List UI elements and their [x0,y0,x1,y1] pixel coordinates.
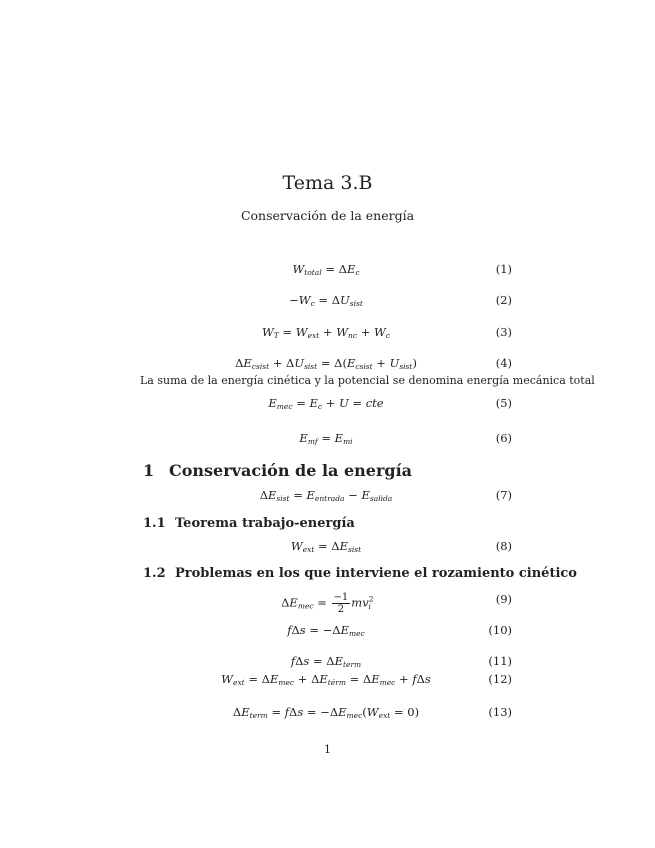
equation-10 [140,623,512,639]
equation-11 [140,654,512,670]
equation-10-number: (10) [488,623,512,637]
equation-13 [140,705,512,721]
equation-12 [140,672,512,688]
equation-8-number: (8) [495,539,512,553]
equation-13-number: (13) [488,705,512,719]
section-heading-1-1 [143,516,355,531]
equation-6-number: (6) [495,431,512,445]
equation-1-number: (1) [495,262,512,276]
equation-1-math: $W_{total} = \Delta E_c$ [292,262,360,277]
equation-8-math: $W_{ext} = \Delta E_{sist}$ [290,539,362,554]
section-1-2-title: Problemas en los que interviene el rozamiento cinético [175,566,577,581]
section-1-title: Conservación de la energía [169,461,413,480]
section-heading-1-2 [143,566,577,581]
equation-7-number: (7) [495,488,512,502]
page-number: 1 [324,743,331,756]
section-1-number: 1 [143,461,155,480]
document-title: Tema 3.B [282,172,373,194]
equation-5-math: $E_{mec} = E_c + U$ = cte [268,396,384,411]
equation-2-math: $-W_c = \Delta U_{sist}$ [289,293,363,308]
section-1-1-number: 1.1 [143,516,166,531]
equation-2 [140,293,512,309]
equation-1 [140,262,512,278]
equation-4-math: $\Delta E_{csist} + \Delta U_{sist} = \Delta(E_{csist} + U_{sist})$ [235,356,417,371]
equation-9 [140,592,512,615]
document-subtitle: Conservación de la energía [240,208,415,223]
paragraph-energia-mecanica: La suma de la energía cinética y la potencial se denomina energía mecánica total [140,374,595,387]
equation-8 [140,539,512,555]
equation-12-math: $W_{ext} = \Delta E_{mec} + \Delta E_{térm} = \Delta E_{mec} + f\Delta s$ [221,672,431,687]
equation-9-number: (9) [495,592,512,606]
equation-12-number: (12) [488,672,512,686]
equation-7 [140,488,512,504]
equation-2-number: (2) [495,293,512,307]
equation-5-number: (5) [495,396,512,410]
equation-13-math: $\Delta E_{term} = f\Delta s = -\Delta E_{mec}(W_{ext} = 0)$ [232,705,420,720]
equation-6 [140,431,512,447]
equation-9-math: $\Delta E_{mec}$ = $\frac{-1}{2}$ $mv^2_i$ [281,592,374,615]
equation-5 [140,396,512,412]
equation-11-number: (11) [488,654,512,668]
section-heading-1 [143,461,412,480]
equation-10-math: $f\Delta s = -\Delta E_{mec}$ [287,623,365,638]
section-1-1-title: Teorema trabajo-energía [175,516,355,531]
equation-3-math: $W_T = W_{ext} + W_{nc} + W_c$ [261,325,391,340]
equation-7-math: $\Delta E_{sist} = E_{entrada} - E_{salida}$ [259,488,393,503]
equation-6-math: $E_{mf} = E_{mi}$ [299,431,353,446]
equation-11-math: $f\Delta s = \Delta E_{term}$ [290,654,362,669]
section-1-2-number: 1.2 [143,566,166,581]
equation-4 [140,356,512,372]
equation-4-number: (4) [495,356,512,370]
equation-3-number: (3) [495,325,512,339]
fraction-minus-one-half: $\frac{-1}{2}$ [333,592,349,615]
equation-3 [140,325,512,341]
